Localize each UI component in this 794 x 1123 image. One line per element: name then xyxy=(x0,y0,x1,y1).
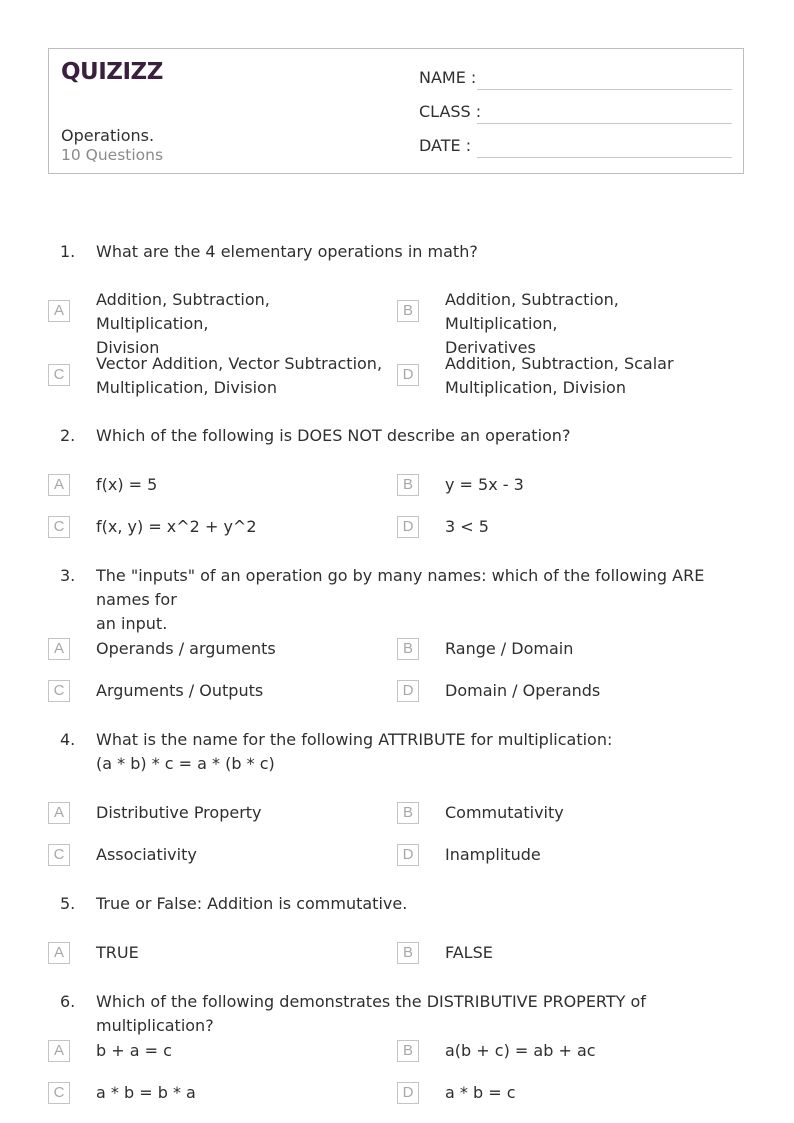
option-b-text xyxy=(445,637,735,661)
option-line: TRUE xyxy=(96,943,139,962)
quizizz-logo: QUIZIZZ xyxy=(61,59,163,85)
option-d-box[interactable]: D xyxy=(397,516,419,538)
option-c-text xyxy=(96,515,386,539)
option-line: a * b = c xyxy=(445,1083,516,1102)
option-a-text xyxy=(96,941,386,965)
option-line: Inamplitude xyxy=(445,845,541,864)
option-line: Commutativity xyxy=(445,803,564,822)
question-number: 1. xyxy=(60,242,76,261)
option-a-text xyxy=(96,473,386,497)
name-line xyxy=(477,89,732,90)
option-line: y = 5x - 3 xyxy=(445,475,524,494)
option-line: f(x, y) = x^2 + y^2 xyxy=(96,517,257,536)
question-text-line: The "inputs" of an operation go by many names: which of the following ARE names for xyxy=(96,566,705,609)
option-a-text xyxy=(96,801,386,825)
option-c-box[interactable]: C xyxy=(48,844,70,866)
option-d-box[interactable]: D xyxy=(397,680,419,702)
option-c-box[interactable]: C xyxy=(48,364,70,386)
option-d-box[interactable]: D xyxy=(397,1082,419,1104)
option-line: Derivatives xyxy=(445,338,536,357)
option-line: f(x) = 5 xyxy=(96,475,158,494)
question-text xyxy=(96,728,746,776)
option-line: FALSE xyxy=(445,943,493,962)
option-c-text xyxy=(96,1081,386,1105)
option-b-text xyxy=(445,801,735,825)
option-d-text xyxy=(445,1081,735,1105)
option-a-box[interactable]: A xyxy=(48,638,70,660)
question-text xyxy=(96,990,746,1038)
question-text-line: Which of the following is DOES NOT describe an operation? xyxy=(96,426,571,445)
option-line: b + a = c xyxy=(96,1041,172,1060)
question-text-line: Which of the following demonstrates the DISTRIBUTIVE PROPERTY of multiplication? xyxy=(96,992,646,1035)
question-text xyxy=(96,892,746,916)
option-line: Arguments / Outputs xyxy=(96,681,264,700)
option-b-box[interactable]: B xyxy=(397,300,419,322)
option-d-box[interactable]: D xyxy=(397,844,419,866)
option-a-box[interactable]: A xyxy=(48,802,70,824)
option-a-text xyxy=(96,637,386,661)
option-b-text xyxy=(445,473,735,497)
option-line: Vector Addition, Vector Subtraction, xyxy=(96,354,383,373)
option-a-text xyxy=(96,288,386,360)
option-line: Operands / arguments xyxy=(96,639,276,658)
question-text xyxy=(96,564,746,636)
option-line: Associativity xyxy=(96,845,197,864)
option-b-text xyxy=(445,288,735,360)
option-c-box[interactable]: C xyxy=(48,680,70,702)
option-line: Multiplication, Division xyxy=(96,378,277,397)
option-b-box[interactable]: B xyxy=(397,1040,419,1062)
option-d-text xyxy=(445,679,735,703)
date-label: DATE : xyxy=(419,136,472,155)
option-d-text xyxy=(445,515,735,539)
option-line: Domain / Operands xyxy=(445,681,601,700)
question-count: 10 Questions xyxy=(61,146,164,164)
worksheet-title: Operations. xyxy=(61,126,155,145)
option-line: a * b = b * a xyxy=(96,1083,196,1102)
class-line xyxy=(477,123,732,124)
question-number: 5. xyxy=(60,894,76,913)
option-c-box[interactable]: C xyxy=(48,1082,70,1104)
option-d-box[interactable]: D xyxy=(397,364,419,386)
option-line: Addition, Subtraction, Scalar xyxy=(445,354,674,373)
option-line: Addition, Subtraction, Multiplication, xyxy=(445,290,619,333)
question-text-line: (a * b) * c = a * (b * c) xyxy=(96,754,275,773)
option-b-box[interactable]: B xyxy=(397,474,419,496)
option-b-text xyxy=(445,941,735,965)
question-text xyxy=(96,240,746,264)
option-a-text xyxy=(96,1039,386,1063)
option-line: 3 < 5 xyxy=(445,517,489,536)
question-text-line: What are the 4 elementary operations in math? xyxy=(96,242,478,261)
question-number: 3. xyxy=(60,566,76,585)
question-number: 6. xyxy=(60,992,76,1011)
option-line: a(b + c) = ab + ac xyxy=(445,1041,596,1060)
class-label: CLASS : xyxy=(419,102,482,121)
date-line xyxy=(477,157,732,158)
option-c-box[interactable]: C xyxy=(48,516,70,538)
worksheet-header xyxy=(48,48,744,174)
option-line: Addition, Subtraction, Multiplication, xyxy=(96,290,270,333)
option-a-box[interactable]: A xyxy=(48,474,70,496)
option-a-box[interactable]: A xyxy=(48,942,70,964)
option-c-text xyxy=(96,352,386,400)
option-d-text xyxy=(445,352,735,400)
option-line: Multiplication, Division xyxy=(445,378,626,397)
option-a-box[interactable]: A xyxy=(48,1040,70,1062)
question-text-line: True or False: Addition is commutative. xyxy=(96,894,408,913)
question-text-line: What is the name for the following ATTRIBUTE for multiplication: xyxy=(96,730,613,749)
option-b-box[interactable]: B xyxy=(397,638,419,660)
question-number: 2. xyxy=(60,426,76,445)
option-b-box[interactable]: B xyxy=(397,802,419,824)
option-line: Division xyxy=(96,338,160,357)
option-line: Distributive Property xyxy=(96,803,262,822)
option-c-text xyxy=(96,679,386,703)
option-a-box[interactable]: A xyxy=(48,300,70,322)
option-c-text xyxy=(96,843,386,867)
question-text xyxy=(96,424,746,448)
question-text-line: an input. xyxy=(96,614,168,633)
option-b-text xyxy=(445,1039,735,1063)
option-b-box[interactable]: B xyxy=(397,942,419,964)
option-d-text xyxy=(445,843,735,867)
name-label: NAME : xyxy=(419,68,477,87)
question-number: 4. xyxy=(60,730,76,749)
option-line: Range / Domain xyxy=(445,639,574,658)
